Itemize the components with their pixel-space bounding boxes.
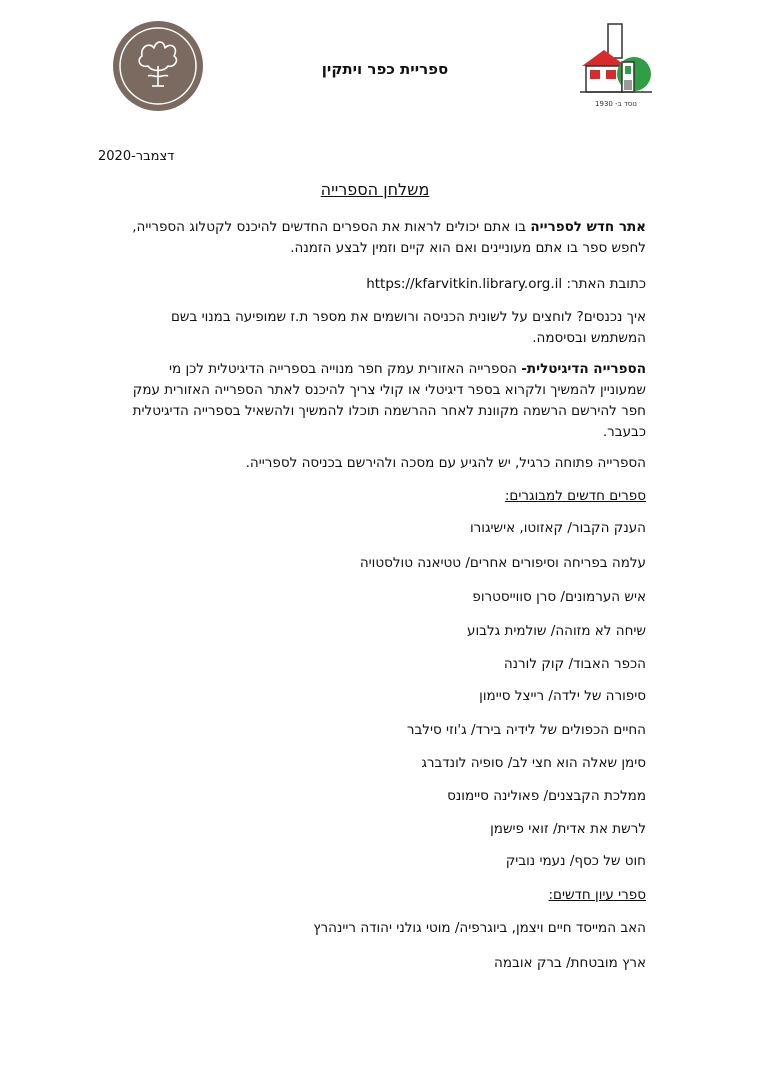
study-books-heading: ספרי עיון חדשים: [548, 887, 646, 903]
digital-line3: חפר להירשם הרשמה מקוונת לאחר ההרשמה תוכלו להמשיך ולהשאיל בספרייה הדיגיטלית [132, 403, 646, 419]
site-address [106, 276, 646, 292]
open-notice: הספרייה פתוחה כרגיל, יש להגיע עם מסכה ולהירשם בכניסה לספרייה. [245, 455, 646, 471]
intro-paragraph [106, 217, 646, 259]
digital-line2: שמעוניין להמשיך ולקרוא בספר דיגיטלי או קולי צריך להיכנס לאתר הספרייה האזורית עמק [132, 382, 646, 398]
login-line2: המשתמש ובסיסמה. [532, 330, 646, 346]
list-item: החיים הכפולים של לידיה בירד/ ג'וזי סילבר [406, 722, 646, 738]
digital-bold: הספרייה הדיגיטלית- [521, 361, 646, 377]
house-logo [580, 22, 654, 114]
login-line1: איך נכנסים? לוחצים על לשונית הכניסה ורושמים את מספר ת.ז שמופיעה במנוי בשם [170, 309, 646, 325]
digital-library-paragraph [106, 359, 646, 443]
list-item: האב המייסד חיים ויצמן, ביוגרפיה/ מוטי גולני יהודה ריינהרץ [313, 920, 646, 936]
adult-books-heading: ספרים חדשים למבוגרים: [504, 488, 646, 504]
list-item: ממלכת הקבצנים/ פאולינה סיימונס [447, 788, 646, 804]
list-item: לרשת את אדית/ זואי פישמן [490, 821, 646, 837]
list-item: שיחה לא מזוהה/ שולמית גלבוע [467, 623, 646, 639]
document-title: משלחן הספרייה [320, 180, 430, 199]
list-item: סיפורה של ילדה/ רייצל סיימון [479, 688, 646, 704]
site-address-label: כתובת האתר: [566, 276, 646, 292]
login-paragraph [106, 307, 646, 349]
library-name: ספריית כפר ויתקין [321, 60, 449, 78]
intro-line1: בו אתם יכולים לראות את הספרים החדשים להיכנס לקטלוג הספרייה, [132, 219, 531, 235]
list-item: חוט של כסף/ נעמי נוביק [505, 853, 646, 869]
intro-bold: אתר חדש לספרייה [530, 219, 646, 235]
list-item: הענק הקבור/ קאזוטו, אישיגורו [469, 520, 646, 536]
house-logo-caption: נוסד ב- 1930 [595, 100, 637, 108]
digital-line1: הספרייה האזורית עמק חפר מנוייה בספרייה הדיגיטלית לכן מי [169, 361, 522, 377]
digital-line4: כבעבר. [602, 424, 646, 440]
site-url-link[interactable]: https://kfarvitkin.library.org.il [366, 276, 563, 292]
list-item: עלמה בפריחה וסיפורים אחרים/ טטיאנה טולסטויה [359, 555, 646, 571]
document-date: דצמבר-2020 [98, 149, 175, 164]
library-seal-logo [112, 20, 204, 112]
list-item: סימן שאלה הוא חצי לב/ סופיה לונדברג [421, 755, 646, 771]
intro-line2: לחפש ספר בו אתם מעוניינים ואם הוא קיים וזמין לבצע הזמנה. [290, 240, 646, 256]
list-item: איש הערמונים/ סרן סווייסטרופ [472, 589, 646, 605]
list-item: ארץ מובטחת/ ברק אובמה [494, 955, 646, 971]
list-item: הכפר האבוד/ קוק לורנה [503, 656, 646, 672]
